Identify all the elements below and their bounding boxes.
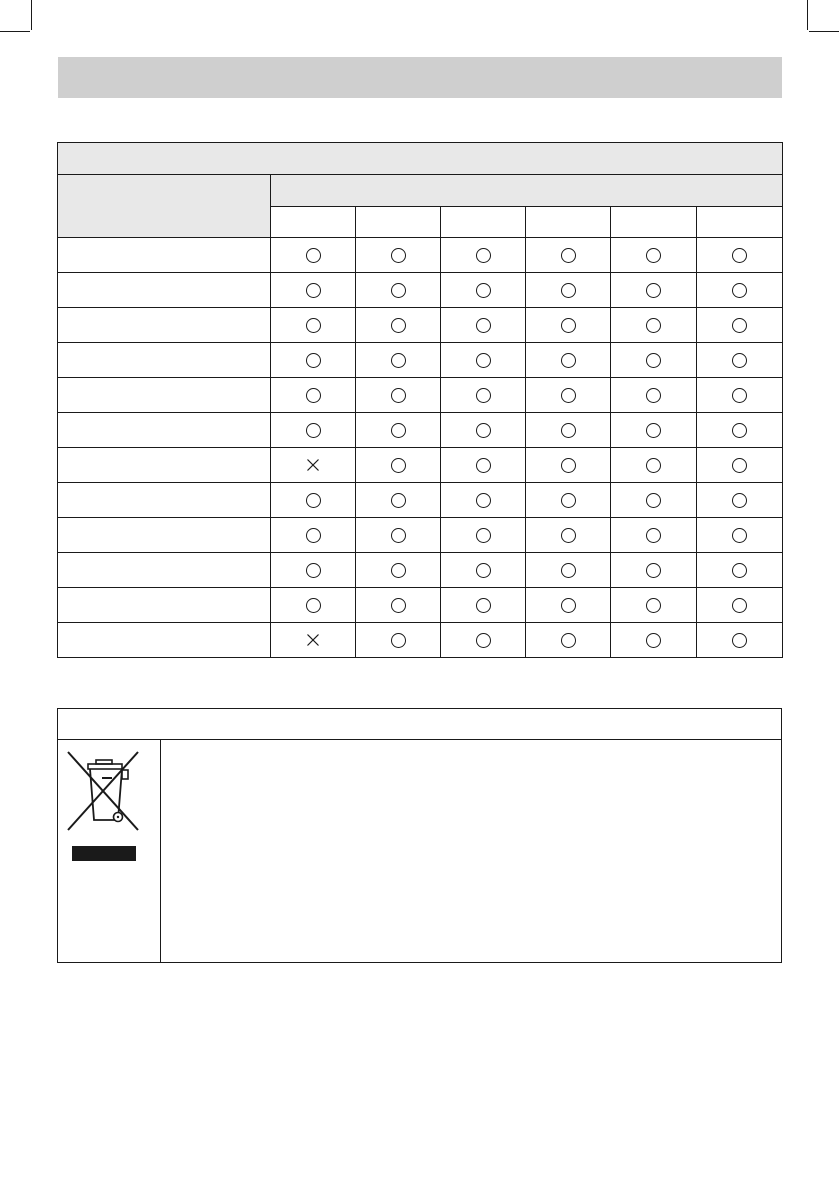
circle-mark-icon <box>476 353 491 368</box>
circle-mark-icon <box>391 493 406 508</box>
circle-mark-icon <box>391 598 406 613</box>
substance-mark-cell <box>697 273 783 308</box>
weee-solid-bar <box>72 846 136 861</box>
substance-mark-cell <box>611 273 697 308</box>
circle-mark-icon <box>476 248 491 263</box>
circle-mark-icon <box>391 353 406 368</box>
substance-mark-cell <box>697 378 783 413</box>
substance-mark-cell <box>356 413 441 448</box>
circle-mark-icon <box>476 458 491 473</box>
circle-mark-icon <box>306 318 321 333</box>
substance-mark-cell <box>697 308 783 343</box>
substance-mark-cell <box>697 483 783 518</box>
circle-mark-icon <box>476 283 491 298</box>
weee-body <box>58 740 781 962</box>
circle-mark-icon <box>476 563 491 578</box>
substance-mark-cell <box>526 273 611 308</box>
substance-mark-cell <box>697 238 783 273</box>
substance-mark-cell <box>271 518 356 553</box>
circle-mark-icon <box>391 563 406 578</box>
table-row <box>58 588 783 623</box>
substance-mark-cell <box>526 623 611 658</box>
substance-mark-cell <box>441 273 526 308</box>
substance-mark-cell <box>526 413 611 448</box>
substance-mark-cell <box>271 623 356 658</box>
substance-mark-cell <box>356 378 441 413</box>
substance-mark-cell <box>526 238 611 273</box>
circle-mark-icon <box>732 248 747 263</box>
table-row <box>58 378 783 413</box>
circle-mark-icon <box>646 598 661 613</box>
circle-mark-icon <box>306 493 321 508</box>
substance-mark-cell <box>271 273 356 308</box>
substance-mark-cell <box>356 238 441 273</box>
substance-mark-cell <box>441 623 526 658</box>
substance-mark-cell <box>271 308 356 343</box>
circle-mark-icon <box>391 248 406 263</box>
circle-mark-icon <box>732 528 747 543</box>
substance-mark-cell <box>611 308 697 343</box>
substance-mark-cell <box>526 518 611 553</box>
crossed-out-wheelie-bin-icon <box>66 750 140 834</box>
table-row <box>58 448 783 483</box>
circle-mark-icon <box>561 248 576 263</box>
substance-mark-cell <box>356 343 441 378</box>
substance-mark-cell <box>526 448 611 483</box>
substance-column-header <box>526 207 611 238</box>
circle-mark-icon <box>646 528 661 543</box>
part-name-cell <box>58 413 271 448</box>
circle-mark-icon <box>306 388 321 403</box>
substance-group-header <box>271 175 783 207</box>
substance-column-header <box>611 207 697 238</box>
substance-mark-cell <box>611 343 697 378</box>
table-row <box>58 518 783 553</box>
substance-mark-cell <box>697 343 783 378</box>
substance-mark-cell <box>356 483 441 518</box>
substance-mark-cell <box>356 448 441 483</box>
substance-mark-cell <box>697 518 783 553</box>
substance-column-header <box>441 207 526 238</box>
circle-mark-icon <box>561 528 576 543</box>
substance-mark-cell <box>526 343 611 378</box>
table-title <box>58 143 783 175</box>
substance-column-header <box>697 207 783 238</box>
circle-mark-icon <box>646 458 661 473</box>
part-name-cell <box>58 238 271 273</box>
substance-mark-cell <box>697 553 783 588</box>
substance-mark-cell <box>441 448 526 483</box>
circle-mark-icon <box>732 353 747 368</box>
circle-mark-icon <box>561 458 576 473</box>
circle-mark-icon <box>476 318 491 333</box>
substance-mark-cell <box>356 273 441 308</box>
substance-mark-cell <box>356 553 441 588</box>
substance-mark-cell <box>611 238 697 273</box>
substance-mark-cell <box>697 623 783 658</box>
circle-mark-icon <box>646 633 661 648</box>
substance-mark-cell <box>526 378 611 413</box>
circle-mark-icon <box>646 563 661 578</box>
substance-mark-cell <box>611 413 697 448</box>
circle-mark-icon <box>646 318 661 333</box>
weee-icon-cell <box>58 740 161 962</box>
table-row <box>58 483 783 518</box>
substance-mark-cell <box>441 238 526 273</box>
table-row <box>58 553 783 588</box>
circle-mark-icon <box>732 493 747 508</box>
table-row <box>58 343 783 378</box>
substance-mark-cell <box>271 413 356 448</box>
substance-mark-cell <box>271 448 356 483</box>
substance-mark-cell <box>271 588 356 623</box>
circle-mark-icon <box>561 598 576 613</box>
substance-mark-cell <box>271 238 356 273</box>
substance-mark-cell <box>356 518 441 553</box>
circle-mark-icon <box>732 388 747 403</box>
substance-mark-cell <box>697 448 783 483</box>
circle-mark-icon <box>476 388 491 403</box>
substance-mark-cell <box>441 553 526 588</box>
circle-mark-icon <box>646 248 661 263</box>
circle-mark-icon <box>306 248 321 263</box>
substance-mark-cell <box>271 483 356 518</box>
circle-mark-icon <box>561 563 576 578</box>
substance-mark-cell <box>611 378 697 413</box>
substance-mark-cell <box>611 588 697 623</box>
circle-mark-icon <box>561 353 576 368</box>
part-name-cell <box>58 588 271 623</box>
part-name-cell <box>58 483 271 518</box>
substance-mark-cell <box>697 413 783 448</box>
circle-mark-icon <box>732 423 747 438</box>
part-name-cell <box>58 343 271 378</box>
circle-mark-icon <box>646 283 661 298</box>
crop-mark-top-right <box>799 0 839 40</box>
circle-mark-icon <box>561 318 576 333</box>
hazardous-substances-table <box>57 142 783 658</box>
circle-mark-icon <box>646 423 661 438</box>
circle-mark-icon <box>476 598 491 613</box>
circle-mark-icon <box>476 528 491 543</box>
circle-mark-icon <box>646 388 661 403</box>
table-row <box>58 413 783 448</box>
substance-mark-cell <box>526 483 611 518</box>
circle-mark-icon <box>391 318 406 333</box>
substance-mark-cell <box>441 518 526 553</box>
circle-mark-icon <box>306 598 321 613</box>
crop-mark-top-left <box>0 0 40 40</box>
substance-mark-cell <box>441 483 526 518</box>
weee-disposal-box <box>57 708 782 963</box>
circle-mark-icon <box>306 353 321 368</box>
substance-column-header <box>271 207 356 238</box>
substance-mark-cell <box>526 553 611 588</box>
substance-mark-cell <box>611 448 697 483</box>
substance-mark-cell <box>441 588 526 623</box>
substance-column-header <box>356 207 441 238</box>
circle-mark-icon <box>306 423 321 438</box>
circle-mark-icon <box>391 283 406 298</box>
circle-mark-icon <box>732 283 747 298</box>
circle-mark-icon <box>732 318 747 333</box>
cross-mark-icon <box>306 633 320 647</box>
circle-mark-icon <box>306 528 321 543</box>
substance-mark-cell <box>441 308 526 343</box>
substance-mark-cell <box>526 308 611 343</box>
part-name-cell <box>58 273 271 308</box>
part-name-cell <box>58 378 271 413</box>
circle-mark-icon <box>391 388 406 403</box>
circle-mark-icon <box>732 563 747 578</box>
substance-mark-cell <box>526 588 611 623</box>
substance-mark-cell <box>697 588 783 623</box>
part-name-cell <box>58 448 271 483</box>
circle-mark-icon <box>391 423 406 438</box>
circle-mark-icon <box>732 598 747 613</box>
table-row <box>58 238 783 273</box>
part-name-header <box>58 175 271 238</box>
substance-mark-cell <box>356 623 441 658</box>
circle-mark-icon <box>646 493 661 508</box>
substance-mark-cell <box>356 308 441 343</box>
circle-mark-icon <box>476 423 491 438</box>
substance-mark-cell <box>271 378 356 413</box>
circle-mark-icon <box>646 353 661 368</box>
part-name-cell <box>58 308 271 343</box>
table-row <box>58 308 783 343</box>
circle-mark-icon <box>732 633 747 648</box>
circle-mark-icon <box>391 458 406 473</box>
substance-mark-cell <box>611 483 697 518</box>
weee-title <box>58 709 781 740</box>
table-row <box>58 273 783 308</box>
substance-mark-cell <box>271 343 356 378</box>
part-name-cell <box>58 518 271 553</box>
circle-mark-icon <box>391 528 406 543</box>
circle-mark-icon <box>561 423 576 438</box>
circle-mark-icon <box>561 493 576 508</box>
section-header-band <box>58 57 782 98</box>
substance-mark-cell <box>441 378 526 413</box>
substance-mark-cell <box>441 413 526 448</box>
substance-mark-cell <box>441 343 526 378</box>
substance-mark-cell <box>611 518 697 553</box>
substance-mark-cell <box>356 588 441 623</box>
substance-mark-cell <box>611 623 697 658</box>
circle-mark-icon <box>561 388 576 403</box>
circle-mark-icon <box>391 633 406 648</box>
table-row <box>58 623 783 658</box>
circle-mark-icon <box>306 283 321 298</box>
circle-mark-icon <box>476 633 491 648</box>
circle-mark-icon <box>561 283 576 298</box>
part-name-cell <box>58 553 271 588</box>
circle-mark-icon <box>306 563 321 578</box>
circle-mark-icon <box>561 633 576 648</box>
cross-mark-icon <box>306 458 320 472</box>
part-name-cell <box>58 623 271 658</box>
substance-mark-cell <box>611 553 697 588</box>
substance-mark-cell <box>271 553 356 588</box>
circle-mark-icon <box>476 493 491 508</box>
circle-mark-icon <box>732 458 747 473</box>
